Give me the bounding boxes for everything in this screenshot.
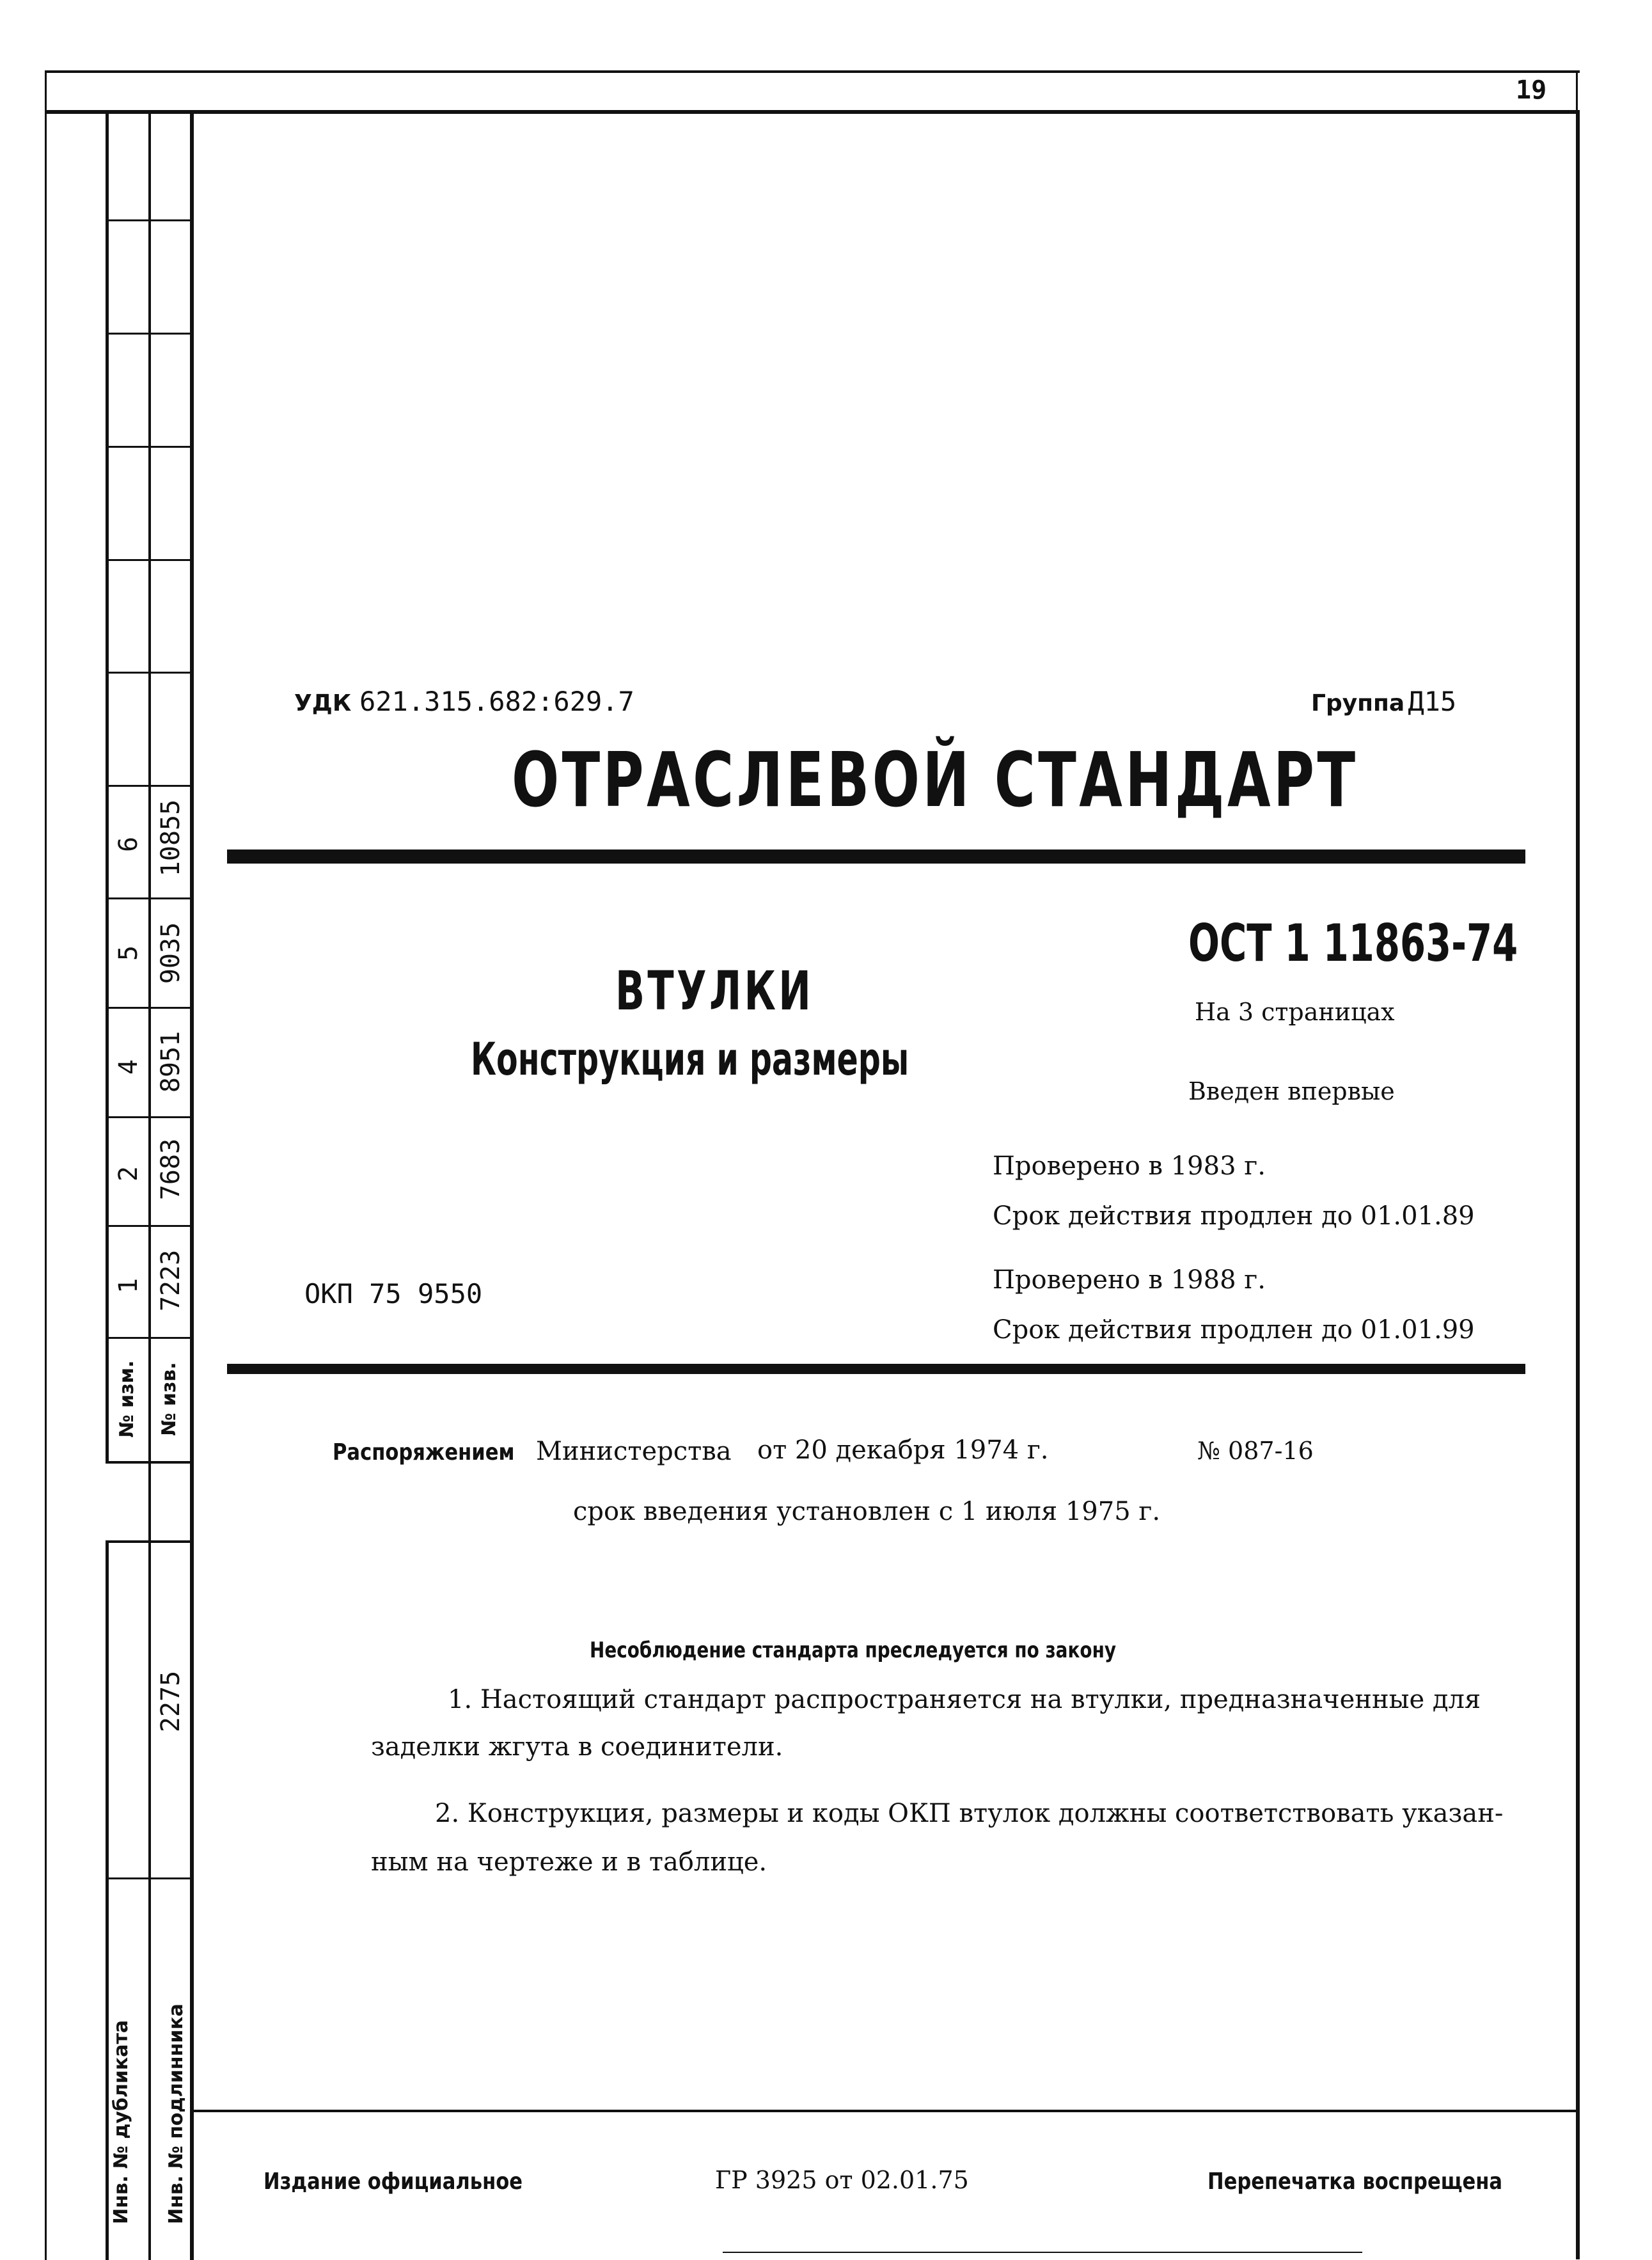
udk-label: УДК (294, 690, 352, 716)
column-a-left-lower-line (106, 1540, 109, 2260)
paragraph-2-line-2: ным на чертеже и в таблице. (371, 1847, 767, 1877)
legal-warning: Несоблюдение стандарта преследуется по закону (590, 1638, 1117, 1663)
checked-1983: Проверено в 1983 г. (993, 1151, 1266, 1181)
title-rule (227, 849, 1525, 864)
block-rule (227, 1364, 1525, 1374)
okp-code: ОКП 75 9550 (304, 1278, 483, 1309)
notice-number: 7683 (156, 1138, 185, 1201)
paragraph-2-line-1: 2. Конструкция, размеры и коды ОКП втулок должны соответствовать указан- (435, 1799, 1504, 1828)
reprint-prohibited: Перепечатка воспрещена (1208, 2169, 1503, 2195)
notice-number-label: № изв. (158, 1362, 180, 1436)
frame-outer-left-line (45, 70, 47, 2260)
order-by-label: Распоряжением (333, 1439, 515, 1466)
frame-top-line (45, 70, 1580, 73)
udk (294, 686, 634, 717)
frame-right-upper-line (1576, 70, 1578, 110)
footer-separator-line (190, 2110, 1580, 2112)
change-number: 5 (114, 945, 143, 961)
standard-code: ОСТ 1 11863-74 (1188, 913, 1518, 973)
product-name: ВТУЛКИ (615, 960, 814, 1022)
notice-number: 8951 (156, 1031, 185, 1093)
group (1311, 686, 1456, 717)
effective-date: срок введения установлен с 1 июля 1975 г. (573, 1497, 1161, 1526)
group-value: Д15 (1408, 686, 1457, 717)
change-number: 1 (114, 1277, 143, 1294)
checked-1988: Проверено в 1988 г. (993, 1265, 1266, 1295)
order-date: от 20 декабря 1974 г. (757, 1435, 1049, 1465)
product-subtitle: Конструкция и размеры (471, 1033, 909, 1086)
inventory-number: 2275 (156, 1670, 185, 1733)
change-number: 6 (114, 836, 143, 853)
page-number: 19 (1516, 75, 1547, 105)
notice-number: 10855 (156, 799, 185, 877)
extended-to-1999: Срок действия продлен до 01.01.99 (993, 1315, 1475, 1345)
group-label: Группа (1311, 690, 1405, 716)
frame-top-inner-line (45, 110, 1580, 114)
change-number: 2 (114, 1166, 143, 1182)
change-number: 4 (114, 1059, 143, 1075)
extended-to-1989: Срок действия продлен до 01.01.89 (993, 1201, 1475, 1231)
duplicate-inventory-label: Инв. № дубликата (110, 2019, 132, 2224)
content-left-line (190, 110, 194, 2260)
introduced-note: Введен впервые (1188, 1077, 1395, 1105)
original-inventory-label: Инв. № подлинника (165, 2003, 187, 2224)
bottom-short-line (723, 2252, 1362, 2253)
official-edition: Издание официальное (264, 2169, 523, 2195)
ministry: Министерства (536, 1437, 732, 1466)
frame-right-line (1576, 110, 1580, 2259)
notice-number: 7223 (156, 1249, 185, 1312)
notice-number: 9035 (156, 922, 185, 984)
pages-count: На 3 страницах (1195, 998, 1395, 1026)
registration-number: ГР 3925 от 02.01.75 (715, 2166, 969, 2194)
paragraph-1-line-2: заделки жгута в соединители. (371, 1732, 783, 1762)
udk-value: 621.315.682:629.7 (359, 686, 634, 717)
order-number: № 087-16 (1197, 1437, 1314, 1465)
change-number-label: № изм. (116, 1360, 138, 1438)
paragraph-1-line-1: 1. Настоящий стандарт распространяется на втулки, предназначенные для (448, 1685, 1481, 1714)
column-b-left-line (148, 110, 151, 2260)
page-title: ОТРАСЛЕВОЙ СТАНДАРТ (512, 736, 1358, 824)
